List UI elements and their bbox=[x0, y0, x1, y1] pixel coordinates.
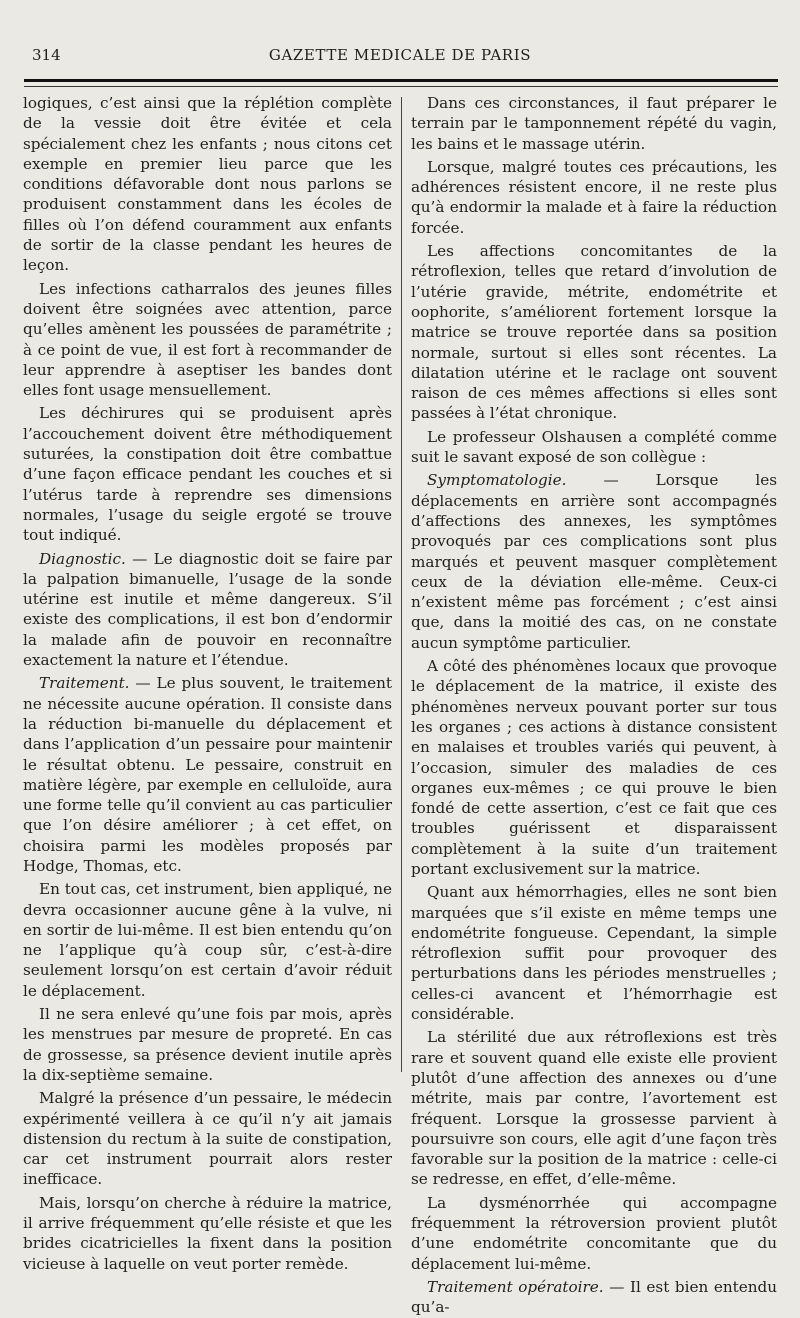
page-header bbox=[24, 44, 776, 68]
paragraph: En tout cas, cet instrument, bien appliqué, ne devra occasionner aucune gêne à la vulve, ni en sortir de lui-même. Il est bien entendu qu’on ne l’applique qu’à coup sûr, c’est-à-dire seulement lorsqu’on est certain d’avoir réduit le déplacement. bbox=[23, 880, 392, 1000]
paragraph: Dans ces circonstances, il faut préparer le terrain par le tamponnement répété du vagin, les bains et le massage utérin. bbox=[411, 94, 777, 153]
right-column bbox=[411, 93, 777, 1318]
paragraph-text: — Le diagnostic doit se faire par la palpation bimanuelle, l’usage de la sonde utérine est inutile et même dangereux. S’il existe des complications, il est bon d’endormir la malade afin de pouvoir en reconnaître exactement la nature et l’étendue. bbox=[23, 549, 392, 670]
section-label: Symptomatologie. bbox=[427, 471, 567, 490]
paragraph: logiques, c’est ainsi que la réplétion complète de la vessie doit être évitée et cela spécialement chez les enfants ; nous citons cet exemple en premier lieu parce que les conditions défavorable dont nous parlons se produisent constamment dans les écoles de filles où l’on défend couramment aux enfants de sortir de la classe pendant les heures de leçon. bbox=[23, 94, 392, 275]
paragraph: Les déchirures qui se produisent après l’accouchement doivent être méthodiquement suturées, la constipation doit être combattue d’une façon efficace pendant les couches et si l’utérus tarde à reprendre ses dimensions normales, l’usage du seigle ergoté se trouve tout indiqué. bbox=[23, 404, 392, 545]
paragraph: La dysménorrhée qui accompagne fréquemment la rétroversion provient plutôt d’une endométrite concomitante que du déplacement lui-même. bbox=[411, 1193, 777, 1273]
paragraph-text: — Lorsque les déplacements en arrière sont accompagnés d’affections des annexes, les symptômes provoqués par ces complications sont plus marqués et peuvent masquer complètement ceux de la déviation elle-même. Ceux-ci n’existent même pas forcément ; c’est ainsi que, dans la moitié des cas, on ne constate aucun symptôme particulier. bbox=[411, 471, 777, 652]
paragraph: La stérilité due aux rétroflexions est très rare et souvent quand elle existe elle provient plutôt d’une affection des annexes ou d’une métrite, mais par contre, l’avortement est fréquent. Lorsque la grossesse parvient à poursuivre son cours, elle agit d’une façon très favorable sur la position de la matrice : celle-ci se redresse, en effet, d’elle-même. bbox=[411, 1028, 777, 1189]
paragraph-text: — Il est bien entendu qu’a- bbox=[411, 1277, 777, 1317]
paragraph: Le professeur Olshausen a complété comme suit le savant exposé de son collègue : bbox=[411, 427, 777, 467]
paragraph: Mais, lorsqu’on cherche à réduire la matrice, il arrive fréquemment qu’elle résiste et que les brides cicatricielles la fixent dans la position vicieuse à laquelle on veut porter remède. bbox=[23, 1193, 392, 1273]
left-column bbox=[23, 93, 392, 1274]
section-label: Traitement opératoire. bbox=[427, 1277, 604, 1296]
paragraph-diagnostic bbox=[23, 549, 392, 671]
paragraph: Les infections catharralos des jeunes filles doivent être soignées avec attention, parce qu’elles amènent les poussées de paramétrite ; à ce point de vue, il est fort à recommander de leur apprendre à aseptiser les bandes dont elles font usage mensuellement. bbox=[23, 279, 392, 400]
column-divider bbox=[401, 97, 402, 1072]
paragraph: Lorsque, malgré toutes ces précautions, les adhérences résistent encore, il ne reste plus qu’à endormir la malade et à faire la réduction forcée. bbox=[411, 157, 777, 237]
section-label: Diagnostic. bbox=[39, 549, 126, 568]
header-rule-thin bbox=[24, 86, 778, 87]
paragraph-traitement bbox=[23, 673, 392, 876]
page-number: 314 bbox=[32, 46, 61, 64]
journal-title: GAZETTE MEDICALE DE PARIS bbox=[268, 46, 532, 64]
paragraph-symptomatologie bbox=[411, 470, 777, 653]
paragraph-traitement-operatoire bbox=[411, 1277, 777, 1318]
paragraph: Il ne sera enlevé qu’une fois par mois, après les menstrues par mesure de propreté. En cas de grossesse, sa présence devient inutile après la dix-septième semaine. bbox=[23, 1005, 392, 1084]
header-rule-thick bbox=[24, 79, 778, 82]
paragraph: Quant aux hémorrhagies, elles ne sont bien marquées que s’il existe en même temps une endométrite fongueuse. Cependant, la simple rétroflexion suffit pour provoquer des perturbations dans les périodes menstruelles ; celles-ci avancent et l’hémorrhagie est considérable. bbox=[411, 883, 777, 1024]
paragraph: A côté des phénomènes locaux que provoque le déplacement de la matrice, il existe des phénomènes nerveux pouvant porter sur tous les organes ; ces actions à distance consistent en malaises et troubles variés qui peuvent, à l’occasion, simuler des maladies de ces organes eux-mêmes ; ce qui prouve le bien fondé de cette assertion, c’est ce fait que ces troubles guérissent et disparaissent complètement à la suite d’un traitement portant exclusivement sur la matrice. bbox=[411, 657, 777, 878]
paragraph: Les affections concomitantes de la rétroflexion, telles que retard d’involution de l’utérie gravide, métrite, endométrite et oophorite, s’améliorent fortement lorsque la matrice se trouve reportée dans sa position normale, surtout si elles sont récentes. La dilatation utérine et le raclage ont souvent raison de ces mêmes affections si elles sont passées à l’état chronique. bbox=[411, 242, 777, 423]
paragraph: Malgré la présence d’un pessaire, le médecin expérimenté veillera à ce qu’il n’y ait jamais distension du rectum à la suite de constipation, car cet instrument pourrait alors rester inefficace. bbox=[23, 1089, 392, 1189]
paragraph-text: — Le plus souvent, le traitement ne nécessite aucune opération. Il consiste dans la réduction bi-manuelle du déplacement et dans l’application d’un pessaire pour maintenir le résultat obtenu. Le pessaire, construit en matière légère, par exemple en celluloïde, aura une forme telle qu’il convient au cas particulier que l’on désire améliorer ; à cet effet, on choisira parmi les modèles proposés par Hodge, Thomas, etc. bbox=[23, 674, 392, 875]
section-label: Traitement. bbox=[39, 674, 130, 693]
